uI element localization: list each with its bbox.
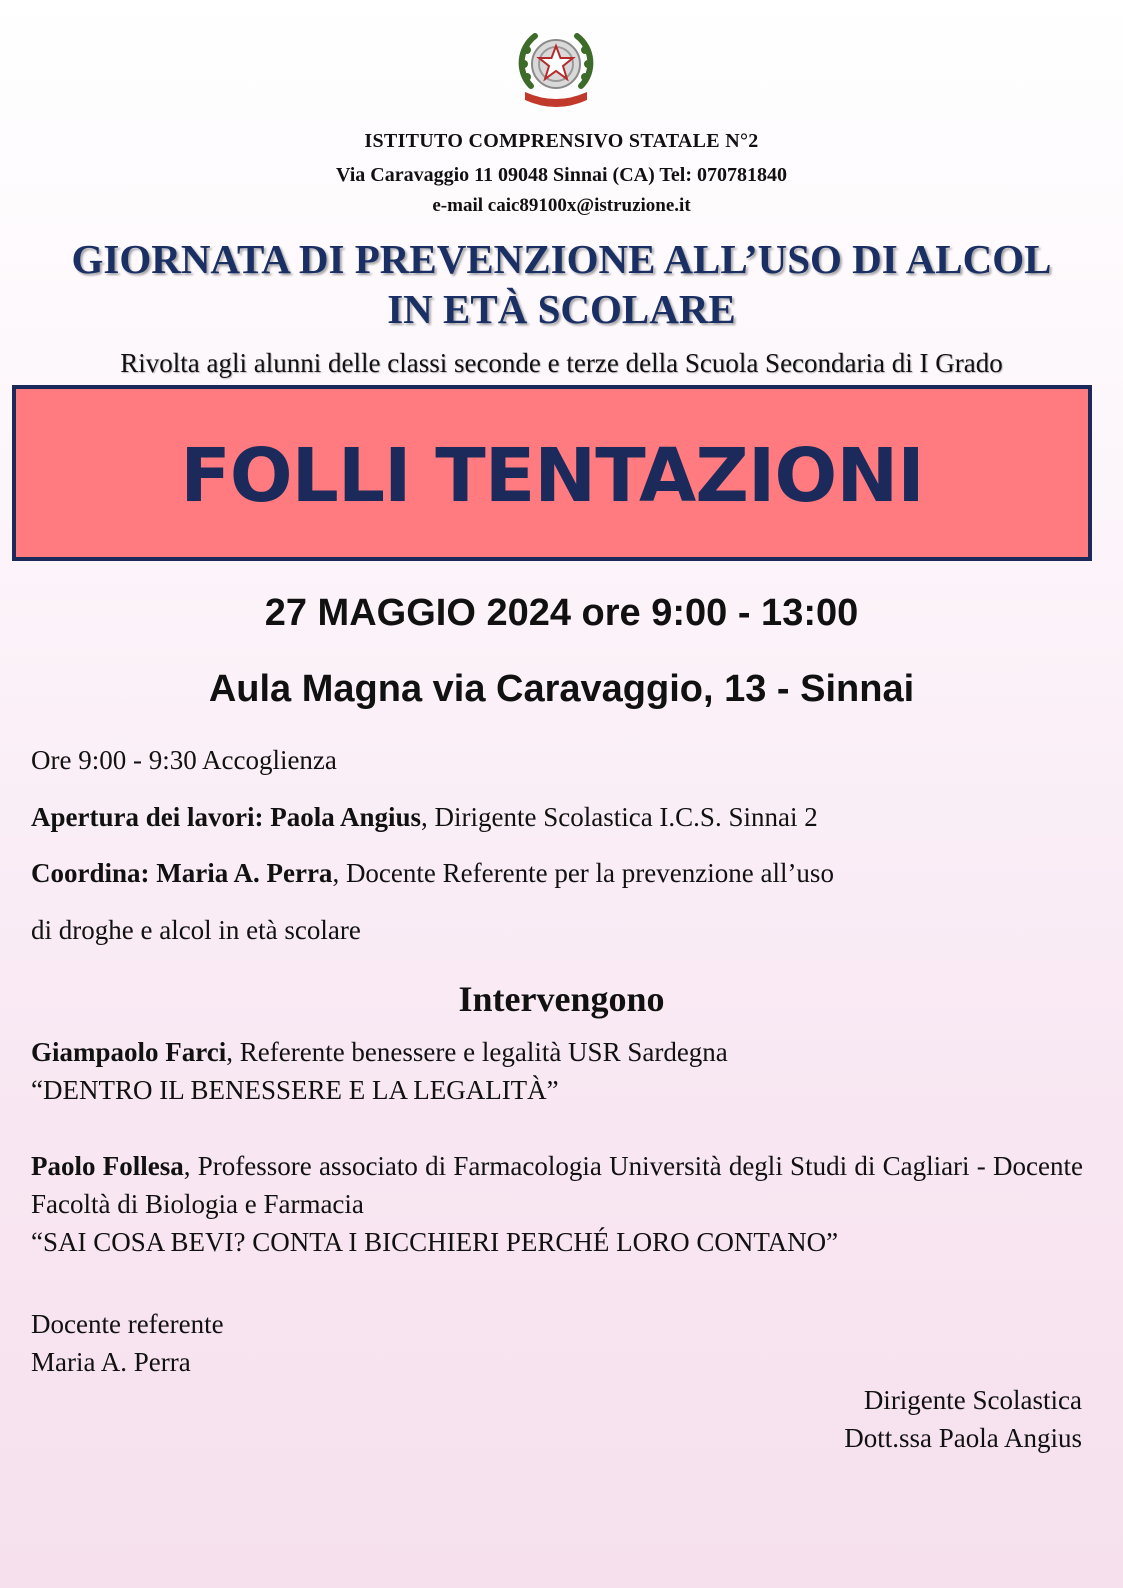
event-venue: Aula Magna via Caravaggio, 13 - Sinnai bbox=[208, 668, 915, 710]
event-banner bbox=[12, 385, 1092, 561]
referent-signature bbox=[31, 1305, 224, 1381]
principal-signature bbox=[844, 1381, 1082, 1457]
speaker-entry bbox=[31, 1147, 1083, 1261]
school-name: ISTITUTO COMPRENSIVO STATALE N°2 bbox=[364, 130, 759, 152]
coordination-role: , Docente Referente per la prevenzione all’uso bbox=[332, 858, 834, 888]
opening-role: , Dirigente Scolastica I.C.S. Sinnai 2 bbox=[421, 802, 818, 832]
school-address: Via Caravaggio 11 09048 Sinnai (CA) Tel: 070781840 bbox=[336, 164, 787, 186]
event-title-line-2: IN ETÀ SCOLARE bbox=[387, 286, 736, 332]
program-welcome: Ore 9:00 - 9:30 Accoglienza bbox=[31, 745, 337, 775]
speaker-entry bbox=[31, 1033, 728, 1109]
principal-name: Dott.ssa Paola Angius bbox=[844, 1423, 1082, 1453]
referent-title: Docente referente bbox=[31, 1309, 224, 1339]
opening-label: Apertura dei lavori: Paola Angius bbox=[31, 802, 421, 832]
event-date: 27 MAGGIO 2024 ore 9:00 - 13:00 bbox=[264, 592, 859, 634]
program-opening bbox=[31, 802, 818, 833]
event-target-audience: Rivolta agli alunni delle classi seconde e terze della Scuola Secondaria di I Grado bbox=[120, 348, 1003, 378]
italian-republic-emblem-icon bbox=[515, 26, 597, 110]
program-coordination bbox=[31, 858, 834, 889]
coordination-label: Coordina: Maria A. Perra bbox=[31, 858, 333, 888]
program-coordination-continued: di droghe e alcol in età scolare bbox=[31, 915, 361, 945]
speaker-name: Giampaolo Farci bbox=[31, 1037, 227, 1067]
speaker-talk-title: “SAI COSA BEVI? CONTA I BICCHIERI PERCHÉ LORO CONTANO” bbox=[31, 1227, 839, 1257]
speaker-role: , Referente benessere e legalità USR Sardegna bbox=[226, 1037, 728, 1067]
speaker-talk-title: “DENTRO IL BENESSERE E LA LEGALITÀ” bbox=[31, 1075, 559, 1105]
banner-title: FOLLI TENTAZIONI bbox=[180, 433, 924, 519]
school-email: e-mail caic89100x@istruzione.it bbox=[432, 195, 691, 216]
event-title-line-1: GIORNATA DI PREVENZIONE ALL’USO DI ALCOL bbox=[71, 236, 1052, 282]
speaker-role: , Professore associato di Farmacologia Università degli Studi di Cagliari - Docente Facoltà di Biologia e Farmacia bbox=[31, 1151, 1083, 1219]
referent-name: Maria A. Perra bbox=[31, 1347, 191, 1377]
speaker-name: Paolo Follesa bbox=[31, 1151, 184, 1181]
interventions-heading: Intervengono bbox=[458, 979, 665, 1019]
principal-title: Dirigente Scolastica bbox=[863, 1385, 1082, 1415]
